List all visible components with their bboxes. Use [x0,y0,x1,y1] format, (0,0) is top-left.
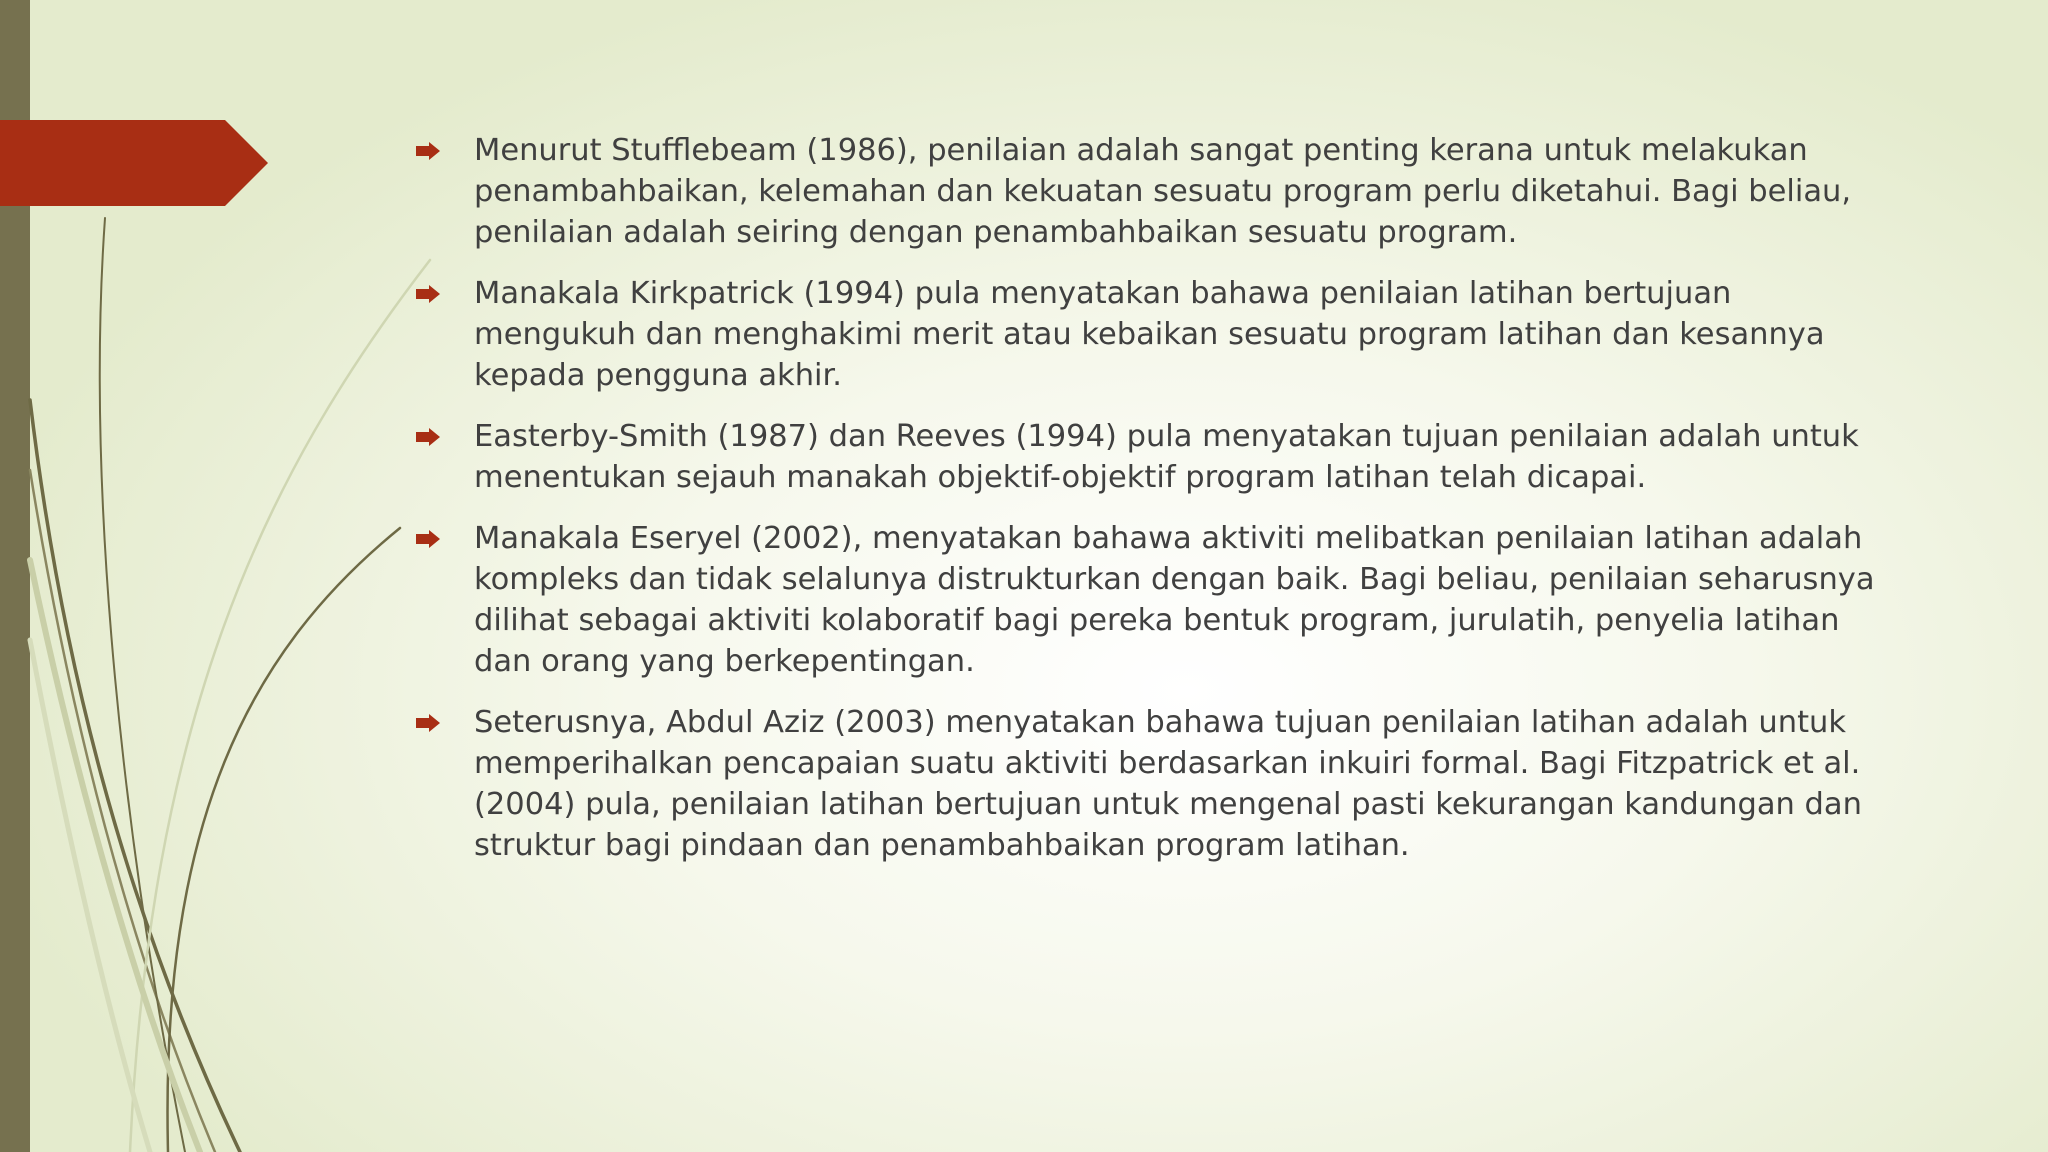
arrow-right-icon [416,285,440,303]
list-item [416,702,1876,866]
bullet-list [416,130,1876,886]
bullet-text: Easterby-Smith (1987) dan Reeves (1994) pula menyatakan tujuan penilaian adalah untuk menentukan sejauh manakah objektif-objektif program latihan telah dicapai. [474,419,1859,495]
list-item [416,130,1876,253]
list-item [416,273,1876,396]
bullet-text: Manakala Eseryel (2002), menyatakan bahawa aktiviti melibatkan penilaian latihan adalah kompleks dan tidak selalunya distrukturkan dengan baik. Bagi beliau, penilaian seharusnya dilihat sebagai aktiviti kolaboratif bagi pereka bentuk program, jurulatih, penyelia latihan dan orang yang berkepentingan. [474,521,1875,679]
bullet-text: Menurut Stufflebeam (1986), penilaian adalah sangat penting kerana untuk melakukan penambahbaikan, kelemahan dan kekuatan sesuatu program perlu diketahui. Bagi beliau, penilaian adalah seiring dengan penambahbaikan sesuatu program. [474,133,1852,250]
bullet-text: Manakala Kirkpatrick (1994) pula menyatakan bahawa penilaian latihan bertujuan mengukuh dan menghakimi merit atau kebaikan sesuatu program latihan dan kesannya kepada pengguna akhir. [474,276,1825,393]
arrow-right-icon [416,530,440,548]
list-item [416,416,1876,498]
arrow-right-icon [416,428,440,446]
arrow-right-icon [416,714,440,732]
bullet-text: Seterusnya, Abdul Aziz (2003) menyatakan bahawa tujuan penilaian latihan adalah untuk memperihalkan pencapaian suatu aktiviti berdasarkan inkuiri formal. Bagi Fitzpatrick et al. (2004) pula, penilaian latihan bertujuan untuk mengenal pasti kekurangan kandungan dan struktur bagi pindaan dan penambahbaikan program latihan. [474,705,1862,863]
list-item [416,518,1876,682]
title-accent-arrow [0,120,268,206]
arrow-right-icon [416,142,440,160]
